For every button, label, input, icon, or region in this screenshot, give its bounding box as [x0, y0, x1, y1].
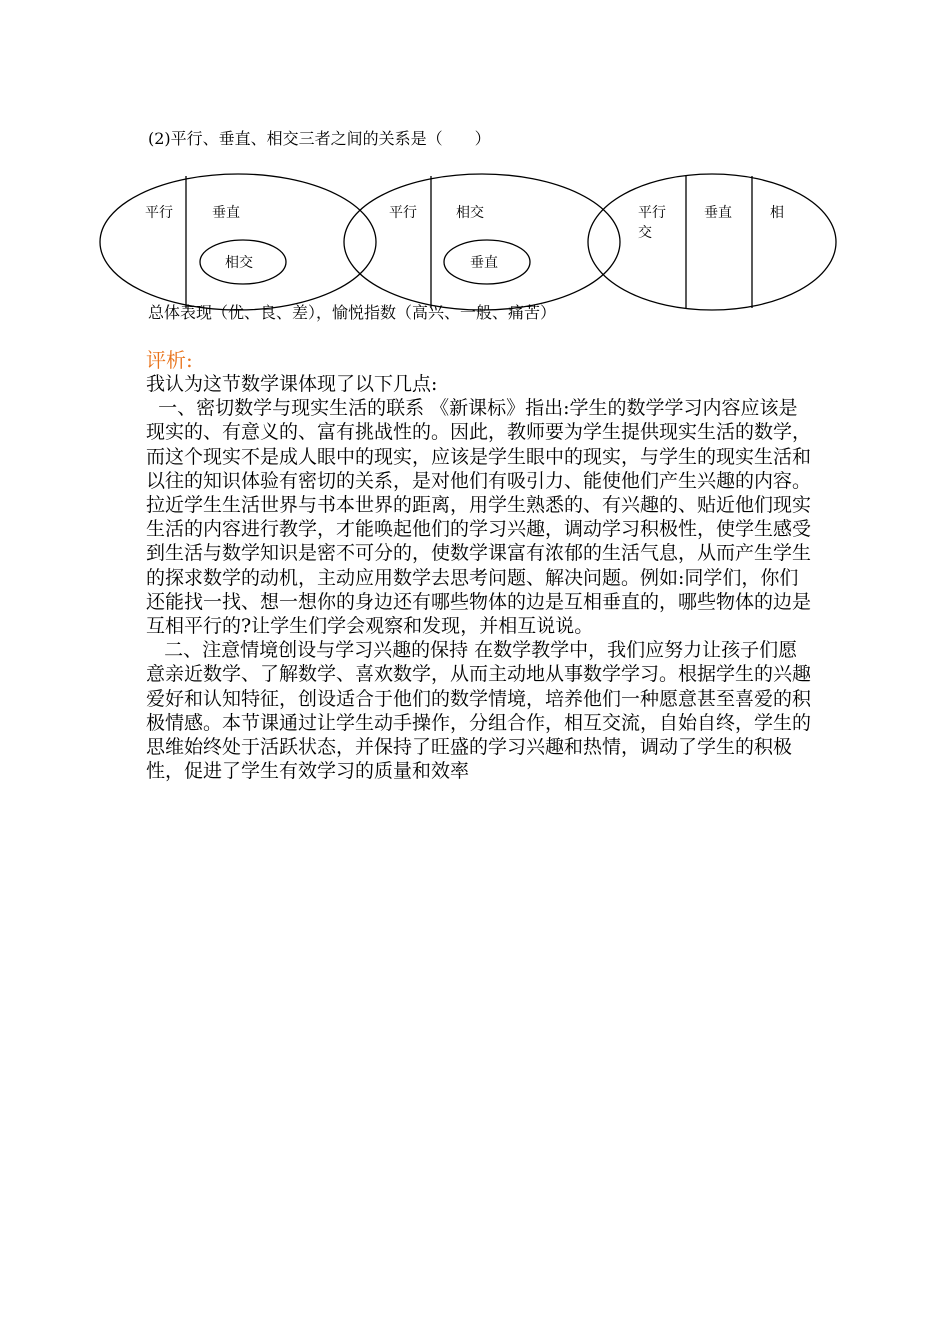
diagram-label: 交	[638, 225, 652, 241]
outer-ellipse	[588, 174, 836, 310]
diagram-label: 平行	[638, 205, 666, 221]
outer-ellipse	[100, 174, 376, 310]
analysis-body	[146, 372, 816, 783]
question-text: (2)平行、垂直、相交三者之间的关系是（ ）	[148, 129, 491, 148]
performance-line: 总体表现（优、良、差），愉悦指数（高兴、一般、痛苦）	[148, 303, 557, 322]
diagram-label: 相	[770, 205, 784, 221]
diagram-label: 相交	[225, 255, 253, 271]
venn-diagrams	[95, 170, 840, 320]
diagram-label: 垂直	[704, 205, 732, 221]
diagram-option-a	[100, 174, 376, 310]
paragraph-one: 一、密切数学与现实生活的联系 《新课标》指出:学生的数学学习内容应该是现实的、有意义的、富有挑战性的。因此，教师要为学生提供现实生活的数学，而这个现实不是成人眼中的现实，应该是学生眼中的现实，与学生的现实生活和以往的知识体验有密切的关系，是对他们有吸引力、能使他们产生兴趣的内容。拉近学生生活世界与书本世界的距离，用学生熟悉的、有兴趣的、贴近他们现实生活的内容进行教学，才能唤起他们的学习兴趣，调动学习积极性，使学生感受到生活与数学知识是密不可分的，使数学课富有浓郁的生活气息，从而产生学生的探求数学的动机，主动应用数学去思考问题、解决问题。例如:同学们，你们还能找一找、想一想你的身边还有哪些物体的边是互相垂直的，哪些物体的边是互相平行的?让学生们学会观察和发现，并相互说说。	[146, 397, 812, 638]
diagram-option-c	[588, 174, 836, 310]
diagram-label: 垂直	[470, 255, 498, 271]
section-heading: 评析:	[146, 348, 193, 372]
paragraph-two: 二、注意情境创设与学习兴趣的保持 在数学教学中，我们应努力让孩子们愿意亲近数学、了解数学、喜欢数学，从而主动地从事数学学习。根据学生的兴趣爱好和认知特征，创设适合于他们的数学情境，培养他们一种愿意甚至喜爱的积极情感。本节课通过让学生动手操作，分组合作，相互交流，自始自终，学生的思维始终处于活跃状态，并保持了旺盛的学习兴趣和热情，调动了学生的积极性，促进了学生有效学习的质量和效率	[146, 639, 812, 783]
diagram-label: 平行	[145, 205, 173, 221]
diagram-label: 垂直	[212, 205, 240, 221]
diagram-label: 相交	[456, 205, 484, 221]
paragraph-intro: 我认为这节数学课体现了以下几点:	[146, 373, 438, 395]
diagram-label: 平行	[389, 205, 417, 221]
outer-ellipse	[344, 174, 620, 310]
diagram-option-b	[344, 174, 620, 310]
